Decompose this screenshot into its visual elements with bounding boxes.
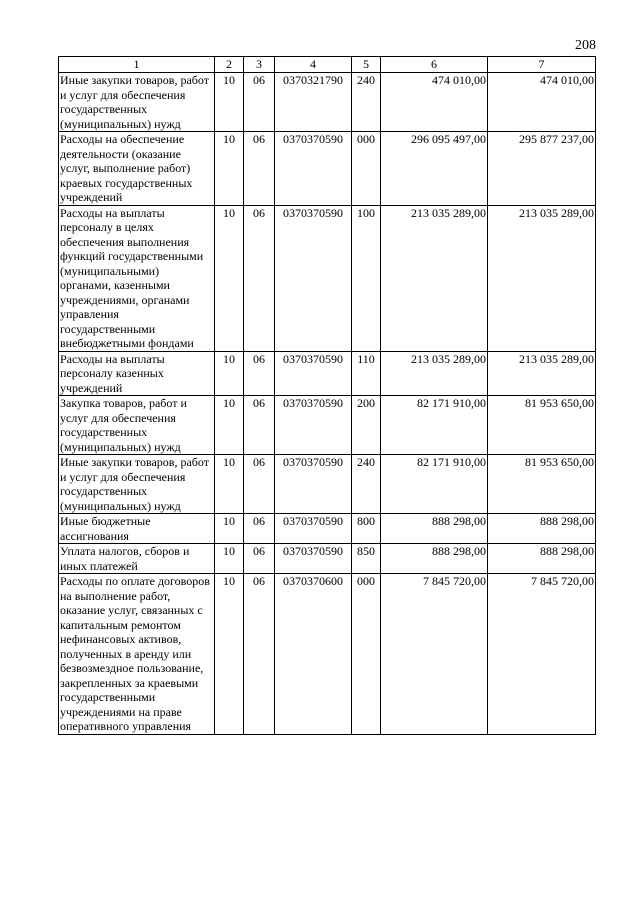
amount-col7: 888 298,00	[540, 544, 594, 558]
amount-col6: 213 035 289,00	[411, 205, 486, 220]
subsection-code: 06	[244, 73, 275, 132]
table-row	[59, 544, 596, 574]
subsection-code: 06	[244, 205, 275, 351]
target-article-code: 0370370590	[275, 396, 352, 455]
section-code: 10	[215, 73, 244, 132]
expense-type-code: 110	[352, 351, 381, 396]
expense-type-code: 000	[352, 574, 381, 735]
amount-col7: 295 877 237,00	[519, 132, 594, 146]
subsection-code: 06	[244, 514, 275, 544]
amount-col6: 82 171 910,00	[417, 396, 486, 410]
table-row	[59, 514, 596, 544]
section-code: 10	[215, 132, 244, 206]
section-code: 10	[215, 574, 244, 735]
expense-name: Расходы по оплате договоров на выполнение работ, оказание услуг, связанных с капитальным ремонтом нефинансовых активов, полученных в аренду или безвозмездное пользование, закрепленных за краевыми государственными учреждениями на праве оперативного управления	[59, 574, 215, 735]
expense-type-code: 800	[352, 514, 381, 544]
page-number: 208	[575, 38, 596, 53]
expense-name: Расходы на выплаты персоналу казенных учреждений	[59, 351, 215, 396]
expense-name: Расходы на выплаты персоналу в целях обеспечения выполнения функций государственными (муниципальными) органами, казенными учреждениями, органами управления государственными внебюджетными фондами	[59, 205, 215, 351]
target-article-code: 0370370590	[275, 205, 352, 351]
subsection-code: 06	[244, 351, 275, 396]
target-article-code: 0370370590	[275, 455, 352, 514]
expense-name: Иные бюджетные ассигнования	[59, 514, 215, 544]
column-header: 2	[215, 57, 244, 73]
expense-type-code: 240	[352, 455, 381, 514]
target-article-code: 0370370590	[275, 544, 352, 574]
amount-col7: 81 953 650,00	[525, 455, 594, 469]
column-header: 7	[488, 57, 596, 73]
amount-col6: 474 010,00	[432, 73, 486, 87]
amount-col6: 82 171 910,00	[417, 455, 486, 469]
expense-type-code: 000	[352, 132, 381, 206]
table-row	[59, 455, 596, 514]
section-code: 10	[215, 514, 244, 544]
amount-col6: 296 095 497,00	[411, 132, 486, 146]
expense-name: Уплата налогов, сборов и иных платежей	[59, 544, 215, 574]
table-row	[59, 132, 596, 206]
section-code: 10	[215, 544, 244, 574]
target-article-code: 0370370590	[275, 132, 352, 206]
amount-col7: 213 035 289,00	[519, 205, 594, 220]
expense-type-code: 240	[352, 73, 381, 132]
section-code: 10	[215, 351, 244, 396]
amount-col6: 888 298,00	[432, 544, 486, 558]
amount-col6: 888 298,00	[432, 514, 486, 528]
amount-col7: 81 953 650,00	[525, 396, 594, 410]
table-row	[59, 205, 596, 351]
expense-type-code: 200	[352, 396, 381, 455]
expense-name: Иные закупки товаров, работ и услуг для обеспечения государственных (муниципальных) нужд	[59, 455, 215, 514]
amount-col6: 7 845 720,00	[423, 574, 486, 588]
section-code: 10	[215, 455, 244, 514]
expense-type-code: 100	[352, 205, 381, 351]
section-code: 10	[215, 396, 244, 455]
amount-col6: 213 035 289,00	[411, 351, 486, 366]
column-header: 1	[59, 57, 215, 73]
target-article-code: 0370370590	[275, 351, 352, 396]
subsection-code: 06	[244, 455, 275, 514]
table-row	[59, 396, 596, 455]
section-code: 10	[215, 205, 244, 351]
subsection-code: 06	[244, 132, 275, 206]
table-row	[59, 351, 596, 396]
target-article-code: 0370370590	[275, 514, 352, 544]
column-header: 6	[381, 57, 488, 73]
expense-name: Расходы на обеспечение деятельности (оказание услуг, выполнение работ) краевых государственных учреждений	[59, 132, 215, 206]
subsection-code: 06	[244, 574, 275, 735]
column-header: 3	[244, 57, 275, 73]
expense-name: Иные закупки товаров, работ и услуг для обеспечения государственных (муниципальных) нужд	[59, 73, 215, 132]
expense-name: Закупка товаров, работ и услуг для обеспечения государственных (муниципальных) нужд	[59, 396, 215, 455]
table-row	[59, 73, 596, 132]
expense-type-code: 850	[352, 544, 381, 574]
amount-col7: 888 298,00	[540, 514, 594, 528]
amount-col7: 474 010,00	[540, 73, 594, 87]
amount-col7: 7 845 720,00	[531, 574, 594, 588]
target-article-code: 0370321790	[275, 73, 352, 132]
column-header: 4	[275, 57, 352, 73]
header-row	[59, 57, 596, 73]
subsection-code: 06	[244, 396, 275, 455]
table-row	[59, 574, 596, 735]
amount-col7: 213 035 289,00	[519, 351, 594, 366]
subsection-code: 06	[244, 544, 275, 574]
target-article-code: 0370370600	[275, 574, 352, 735]
column-header: 5	[352, 57, 381, 73]
budget-table	[58, 56, 596, 735]
